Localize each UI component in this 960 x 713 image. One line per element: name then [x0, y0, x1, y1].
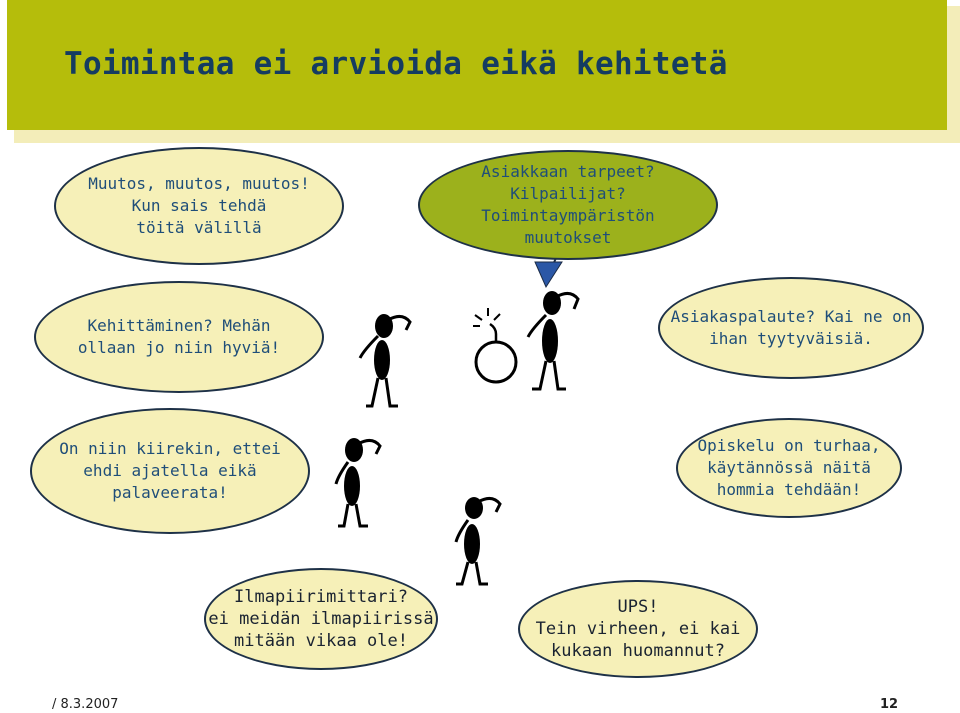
bubble-asiakaspalaute [658, 277, 924, 379]
bubble-ilmapiiri [204, 568, 438, 670]
bubble-kiire-line-1: On niin kiirekin, ettei [59, 439, 281, 458]
bubble-muutos-line-2: Kun sais tehdä [131, 196, 267, 215]
bubble-opiskelu-line-3: hommia tehdään! [716, 480, 862, 499]
bubble-asiakkaan-tarpeet [418, 150, 718, 260]
bubble-asiakkaan-line-4: muutokset [524, 228, 612, 247]
bubble-asiakkaan-line-3: Toimintaympäristön [481, 206, 655, 225]
bubble-muutos-line-1: Muutos, muutos, muutos! [88, 174, 310, 193]
bubble-muutos-line-3: töitä välillä [136, 218, 262, 237]
bubble-kiire [30, 408, 310, 534]
stick-figure-icon [354, 308, 414, 410]
bubble-kiire-line-2: ehdi ajatella eikä [83, 461, 257, 480]
bubble-opiskelu-line-2: käytännössä näitä [707, 458, 871, 477]
footer-date: / 8.3.2007 [52, 697, 119, 712]
bubble-kehittaminen-line-1: Kehittäminen? Mehän [87, 316, 271, 335]
bomb-icon [470, 306, 524, 388]
bubble-opiskelu-line-1: Opiskelu on turhaa, [697, 436, 881, 455]
bubble-ups-line-3: kukaan huomannut? [551, 641, 725, 661]
stick-figure-icon [520, 285, 582, 395]
bubble-asiakaspalaute-line-2: ihan tyytyväisiä. [709, 329, 873, 348]
slide-title: Toimintaa ei arvioida eikä kehitetä [64, 46, 728, 82]
bubble-ups-line-2: Tein virheen, ei kai [535, 619, 741, 639]
bubble-opiskelu [676, 418, 902, 518]
bubble-kehittaminen [34, 281, 324, 393]
bubble-asiakkaan-line-1: Asiakkaan tarpeet? [481, 162, 655, 181]
bubble-ilmapiiri-line-2: ei meidän ilmapiirissä [208, 609, 434, 629]
bubble-ilmapiiri-line-3: mitään vikaa ole! [234, 631, 408, 651]
bubble-asiakaspalaute-line-1: Asiakaspalaute? Kai ne on [670, 307, 912, 326]
stick-figure-icon [330, 432, 386, 532]
bubble-ilmapiiri-line-1: Ilmapiirimittari? [234, 587, 408, 607]
bubble-asiakkaan-line-2: Kilpailijat? [510, 184, 626, 203]
page-number: 12 [880, 697, 899, 712]
stick-figure-icon [448, 490, 506, 590]
bubble-kehittaminen-line-2: ollaan jo niin hyviä! [77, 338, 281, 357]
bubble-ups-line-1: UPS! [617, 597, 659, 617]
bubble-kiire-line-3: palaveerata! [112, 483, 228, 502]
bubble-ups [518, 580, 758, 678]
bubble-muutos [54, 147, 344, 265]
